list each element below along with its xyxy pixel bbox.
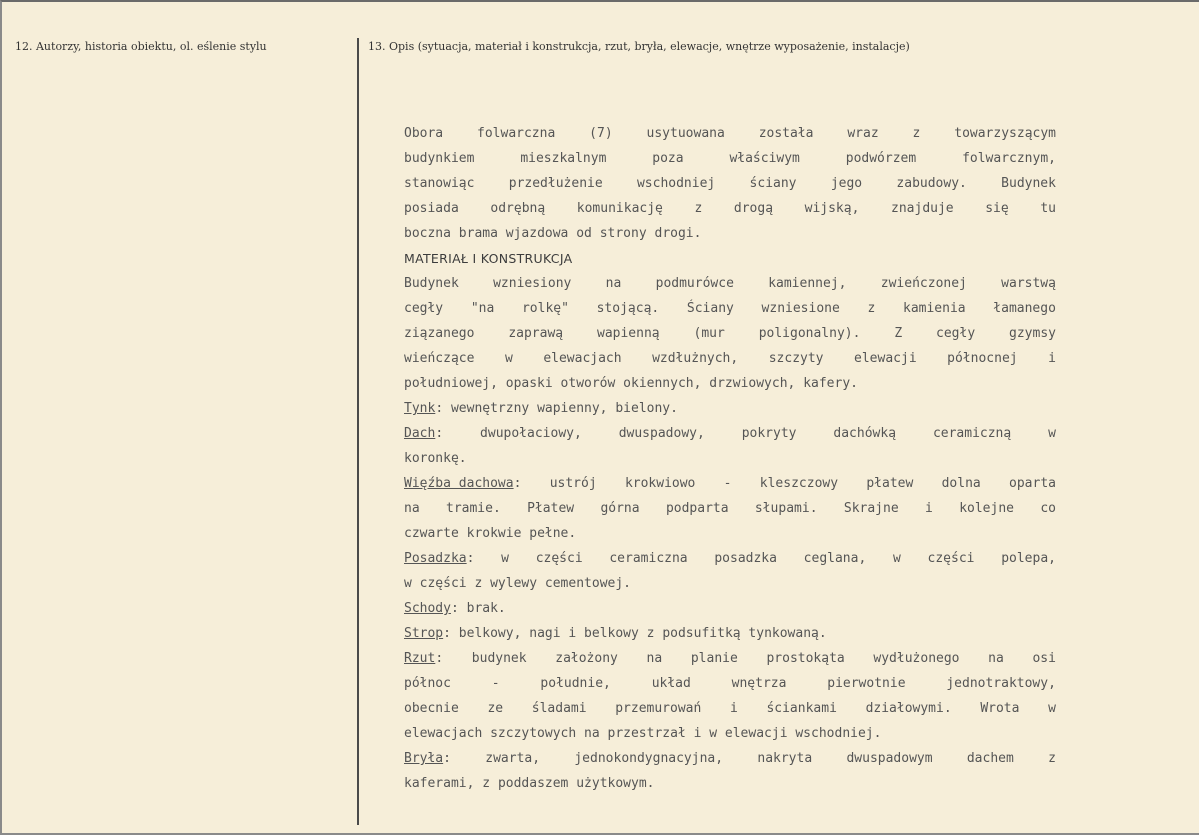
- item-label: Dach:: [404, 426, 444, 441]
- item-line: na tramie. Płatew górna podparta słupami. Skrajne i kolejne co: [404, 501, 1056, 516]
- item-line: Strop: belkowy, nagi i belkowy z podsufitką tynkowaną.: [404, 621, 1056, 646]
- item-line: Tynk: wewnętrzny wapienny, bielony.: [404, 396, 1056, 421]
- item-line: Rzut: budynek założony na planie prostokąta wydłużonego na osi: [404, 646, 1056, 671]
- item-line: elewacjach szczytowych na przestrzał i w elewacji wschodniej.: [404, 726, 882, 741]
- intro-line: stanowiąc przedłużenie wschodniej ściany jego zabudowy. Budynek: [404, 176, 1056, 191]
- item-label: Rzut:: [404, 651, 444, 666]
- material-line: wieńczące w elewacjach wzdłużnych, szczyty elewacji północnej i: [404, 351, 1056, 366]
- item-line: północ - południe, układ wnętrza pierwotnie jednotraktowy,: [404, 676, 1056, 691]
- intro-line: boczna brama wjazdowa od strony drogi.: [404, 226, 702, 241]
- item-line: czwarte krokwie pełne.: [404, 526, 577, 541]
- field-13-header: 13. Opis (sytuacja, materiał i konstrukcja, rzut, bryła, elewacje, wnętrze wyposażenie, instalacje): [368, 40, 910, 53]
- item-label: Tynk:: [404, 401, 451, 416]
- material-line: ziązanego zaprawą wapienną (mur poligonalny). Z cegły gzymsy: [404, 326, 1056, 341]
- intro-line: Obora folwarczna (7) usytuowana została wraz z towarzyszącym: [404, 126, 1056, 141]
- material-line: południowej, opaski otworów okiennych, drzwiowych, kafery.: [404, 376, 858, 391]
- item-label: Strop:: [404, 626, 459, 641]
- item-line: Posadzka: w części ceramiczna posadzka ceglana, w części polepa,: [404, 546, 1056, 571]
- material-line: Budynek wzniesiony na podmurówce kamiennej, zwieńczonej warstwą: [404, 276, 1056, 291]
- item-line: Więźba dachowa: ustrój krokwiowo - kleszczowy płatew dolna oparta: [404, 471, 1056, 496]
- field-12-header: 12. Autorzy, historia obiektu, ol. eślenie stylu: [15, 40, 267, 53]
- item-label: Schody:: [404, 601, 467, 616]
- item-label: Więźba dachowa:: [404, 476, 522, 491]
- item-label: Bryła:: [404, 751, 451, 766]
- material-line: cegły "na rolkę" stojącą. Ściany wzniesione z kamienia łamanego: [404, 301, 1056, 316]
- column-divider: [357, 38, 359, 825]
- intro-line: posiada odrębną komunikację z drogą wijską, znajduje się tu: [404, 201, 1056, 216]
- item-line: kaferami, z poddaszem użytkowym.: [404, 776, 655, 791]
- description-text: [404, 121, 1056, 796]
- item-label: Posadzka:: [404, 551, 475, 566]
- item-line: w części z wylewy cementowej.: [404, 576, 631, 591]
- item-line: koronkę.: [404, 451, 467, 466]
- intro-line: budynkiem mieszkalnym poza właściwym podwórzem folwarcznym,: [404, 151, 1056, 166]
- item-line: Bryła: zwarta, jednokondygnacyjna, nakryta dwuspadowym dachem z: [404, 746, 1056, 771]
- item-line: Dach: dwupołaciowy, dwuspadowy, pokryty dachówką ceramiczną w: [404, 421, 1056, 446]
- item-line: Schody: brak.: [404, 596, 1056, 621]
- section-title: MATERIAŁ I KONSTRUKCJA: [404, 251, 573, 266]
- item-line: obecnie ze śladami przemurowań i ściankami działowymi. Wrota w: [404, 701, 1056, 716]
